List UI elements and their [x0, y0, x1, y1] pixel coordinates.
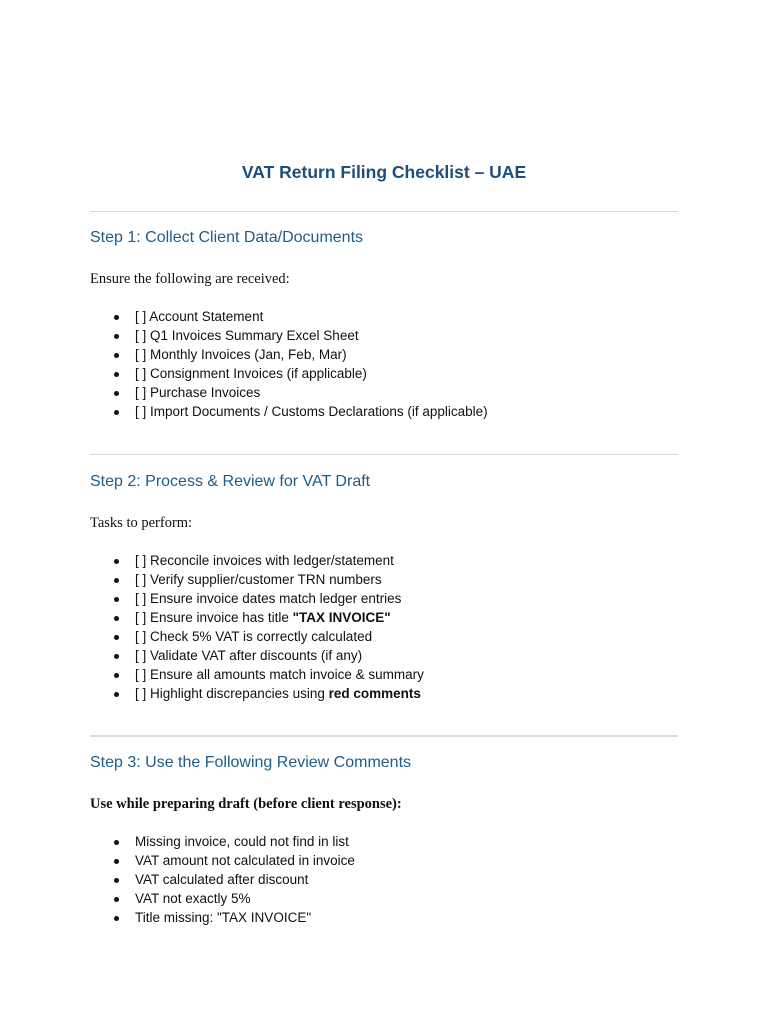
list-item: [ ] Ensure all amounts match invoice & summary [90, 665, 678, 684]
document-title: VAT Return Filing Checklist – UAE [241, 162, 527, 182]
list-item: [ ] Purchase Invoices [90, 383, 678, 402]
list-item: Missing invoice, could not find in list [90, 832, 678, 851]
step3-comment-list [90, 832, 678, 927]
step1-checklist [90, 307, 678, 421]
step2-heading: Step 2: Process & Review for VAT Draft [90, 473, 371, 490]
step3-heading: Step 3: Use the Following Review Comments [90, 754, 412, 771]
emphasis-text: "TAX INVOICE" [292, 610, 391, 625]
list-item: VAT amount not calculated in invoice [90, 851, 678, 870]
list-item: [ ] Consignment Invoices (if applicable) [90, 364, 678, 383]
list-item: [ ] Verify supplier/customer TRN numbers [90, 570, 678, 589]
list-item: [ ] Ensure invoice dates match ledger entries [90, 589, 678, 608]
list-item: VAT not exactly 5% [90, 889, 678, 908]
list-item [90, 608, 678, 627]
list-item-text: [ ] Highlight discrepancies using [135, 686, 329, 701]
list-item-text: [ ] Ensure invoice has title [135, 610, 293, 625]
list-item: [ ] Import Documents / Customs Declarations (if applicable) [90, 402, 678, 421]
step2-checklist [90, 551, 678, 703]
list-item: [ ] Q1 Invoices Summary Excel Sheet [90, 326, 678, 345]
step1-heading: Step 1: Collect Client Data/Documents [90, 229, 364, 246]
divider [90, 211, 678, 212]
step1-intro: Ensure the following are received: [90, 271, 290, 287]
divider [90, 735, 678, 737]
list-item: [ ] Validate VAT after discounts (if any) [90, 646, 678, 665]
list-item: [ ] Check 5% VAT is correctly calculated [90, 627, 678, 646]
list-item: [ ] Account Statement [90, 307, 678, 326]
list-item: VAT calculated after discount [90, 870, 678, 889]
step3-intro: Use while preparing draft (before client response): [90, 796, 402, 812]
list-item: [ ] Reconcile invoices with ledger/statement [90, 551, 678, 570]
list-item: Title missing: "TAX INVOICE" [90, 908, 678, 927]
divider [90, 454, 678, 455]
emphasis-text: red comments [328, 686, 421, 701]
list-item [90, 684, 678, 703]
step2-intro: Tasks to perform: [90, 515, 193, 531]
list-item: [ ] Monthly Invoices (Jan, Feb, Mar) [90, 345, 678, 364]
